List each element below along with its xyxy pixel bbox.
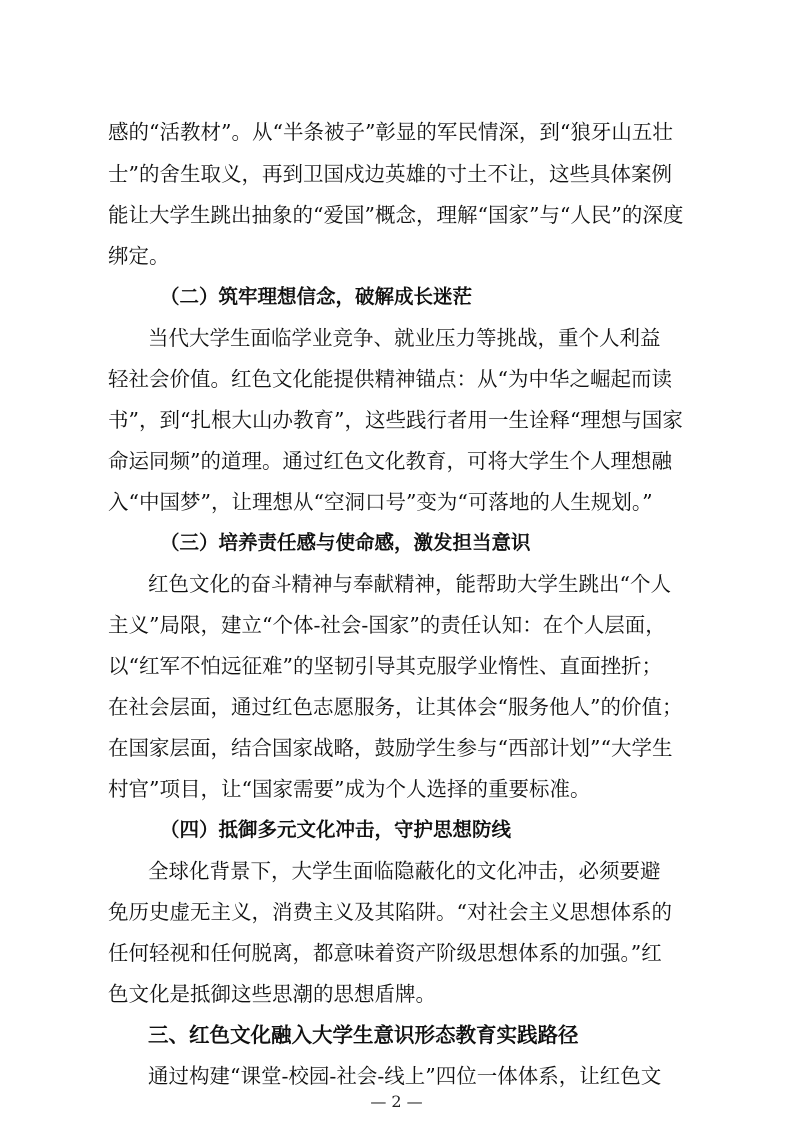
subheading-4: （四）抵御多元文化冲击，守护思想防线 [160,818,512,841]
paragraph-line: 免历史虚无主义，消费主义及其陷阱。“对社会主义思想体系的 [108,900,672,924]
page-number: — 2 — [370,1092,423,1111]
section-heading-3: 三、红色文化融入大学生意识形态教育实践路径 [148,1023,579,1047]
paragraph-line: 红色文化的奋斗精神与奉献精神，能帮助大学生跳出“个人 [148,572,671,596]
paragraph-line: 感的“活教材”。从“半条被子”彰显的军民情深，到“狼牙山五壮 [108,120,673,144]
paragraph-line: 绑定。 [108,244,170,268]
paragraph-line: 轻社会价值。红色文化能提供精神锚点：从“为中华之崛起而读 [108,367,672,391]
paragraph-line: 通过构建“课堂-校园-社会-线上”四位一体体系，让红色文 [148,1064,662,1088]
paragraph-line: 在社会层面，通过红色志愿服务，让其体会“服务他人”的价值； [108,695,683,719]
paragraph-line: 能让大学生跳出抽象的“爱国”概念，理解“国家”与“人民”的深度 [108,203,684,227]
paragraph-line: 在国家层面，结合国家战略，鼓励学生参与“西部计划”“大学生 [108,736,673,760]
paragraph-line: 主义”局限，建立“个体-社会-国家”的责任认知：在个人层面， [108,613,666,637]
paragraph-line: 书”，到“扎根大山办教育”，这些践行者用一生诠释“理想与国家 [108,408,683,432]
paragraph-line: 以“红军不怕远征难”的坚韧引导其克服学业惰性、直面挫折； [108,654,662,678]
paragraph-line: 全球化背景下，大学生面临隐蔽化的文化冲击，必须要避 [148,859,661,883]
paragraph-line: 士”的舍生取义，再到卫国戍边英雄的寸土不让，这些具体案例 [108,162,672,186]
paragraph-line: 任何轻视和任何脱离，都意味着资产阶级思想体系的加强。”红 [108,941,662,965]
paragraph-line: 色文化是抵御这些思潮的思想盾牌。 [108,982,436,1006]
subheading-2: （二）筑牢理想信念，破解成长迷茫 [160,285,473,308]
paragraph-line: 入“中国梦”，让理想从“空洞口号”变为“可落地的人生规划。” [108,490,653,514]
paragraph-line: 村官”项目，让“国家需要”成为个人选择的重要标准。 [108,777,591,801]
paragraph-line: 当代大学生面临学业竞争、就业压力等挑战，重个人利益 [148,326,661,350]
subheading-3: （三）培养责任感与使命感，激发担当意识 [160,531,531,554]
paragraph-line: 命运同频”的道理。通过红色文化教育，可将大学生个人理想融 [108,449,672,473]
